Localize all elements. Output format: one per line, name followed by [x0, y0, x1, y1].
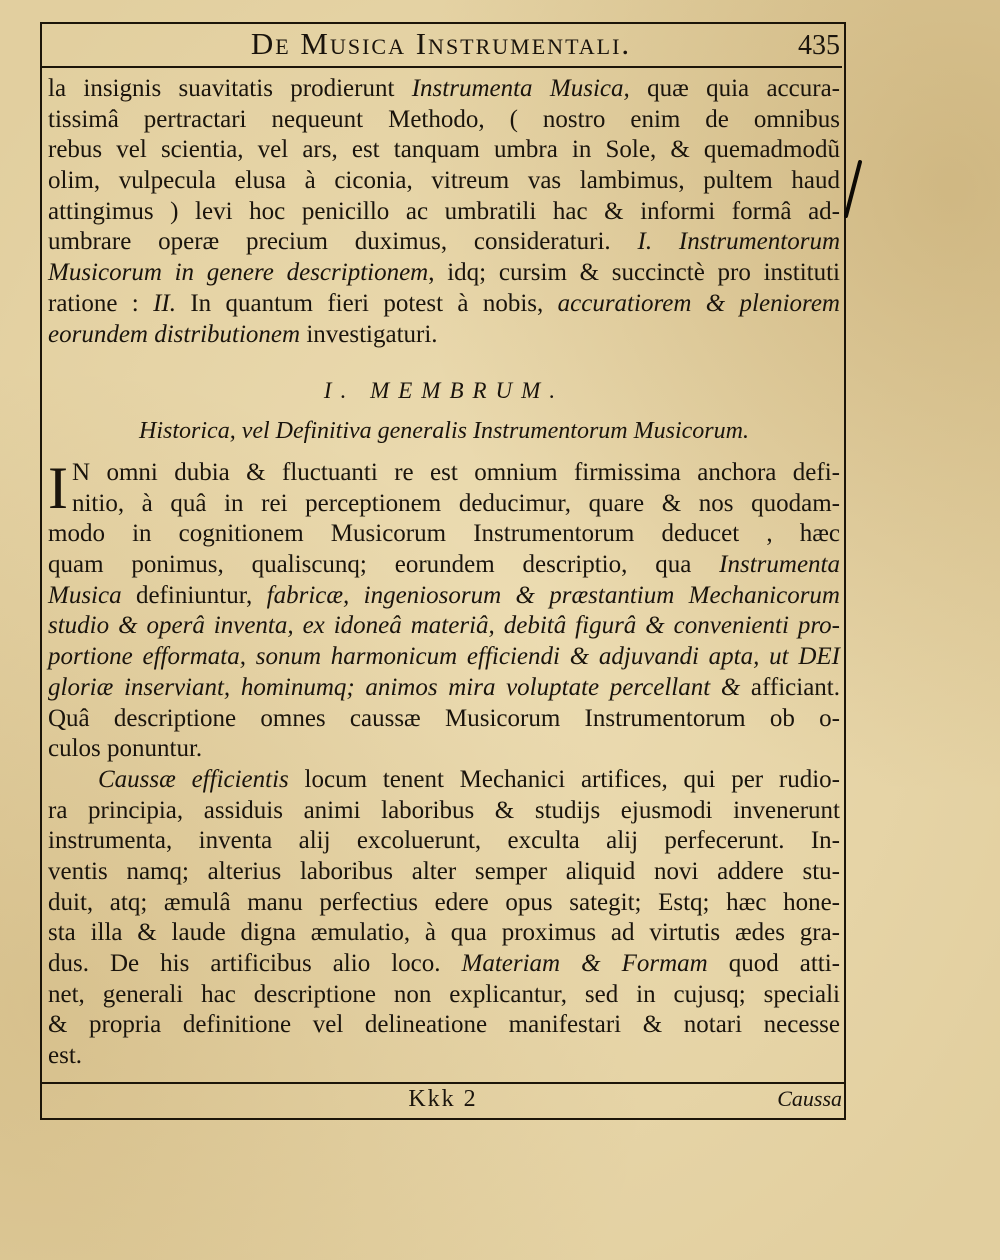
text-line — [48, 74, 840, 105]
text-line — [48, 642, 840, 673]
text-run: instrumenta, inventa alij excoluerunt, exculta alij perfecerunt. In- — [48, 827, 840, 855]
page-header — [40, 22, 842, 68]
text-line — [48, 1041, 840, 1072]
text-run: investigaturi. — [300, 320, 438, 348]
text-run: dus. De his artificibus alio loco. — [48, 950, 462, 977]
italic-run: Musicorum in genere descriptionem — [48, 259, 429, 287]
italic-run: Caussæ efficientis — [98, 765, 289, 793]
italic-run: portione efformata, sonum harmonicum efficiendi & adjuvandi apta, ut DEI — [48, 643, 840, 671]
text-run: la insignis suavitatis prodierunt — [48, 75, 412, 102]
text-line — [48, 320, 840, 351]
text-line — [48, 197, 840, 228]
text-run: tissimâ pertractari nequeunt Methodo, ( nostro enim de omnibus — [48, 105, 840, 133]
text-line — [48, 258, 840, 289]
text-line — [48, 227, 840, 258]
text-run: ratione : — [48, 289, 154, 317]
text-line — [48, 949, 840, 980]
text-run: sta illa & laude digna æmulatio, à qua proximus ad virtutis ædes gra- — [48, 919, 840, 947]
text-run: ra principia, assiduis animi laboribus & studijs ejusmodi invenerunt — [48, 796, 840, 824]
text-run: & propria definitione vel delineatione manifestari & notari necesse — [48, 1011, 840, 1039]
text-run: modo in cognitionem Musicorum Instrumentorum deducet , hæc — [48, 520, 840, 548]
italic-run: studio & operâ inventa, ex idoneâ materiâ, debitâ figurâ & convenienti pro- — [48, 612, 840, 640]
text-run: olim, vulpecula elusa à ciconia, vitreum vas lambimus, pultem haud — [48, 167, 840, 195]
running-title: De Musica Instrumentali. — [250, 26, 632, 61]
text-run: quod atti- — [707, 950, 840, 977]
text-line — [48, 980, 840, 1011]
italic-run: II. — [153, 289, 176, 317]
page-number: 435 — [798, 30, 840, 61]
text-line — [48, 611, 840, 642]
italic-run: gloriæ inserviant, hominumq; animos mira voluptate percellant & — [48, 673, 741, 701]
section-title: I. MEMBRUM. — [323, 378, 565, 403]
text-line — [48, 765, 840, 796]
text-line — [48, 166, 840, 197]
text-line — [48, 135, 840, 166]
text-line — [48, 581, 840, 612]
text-line — [48, 550, 840, 581]
text-run: definiuntur, — [121, 581, 267, 609]
text-run: rebus vel scientia, vel ars, est tanquam umbra in Sole, & quemadmodũ — [48, 136, 840, 164]
text-line — [48, 734, 840, 765]
text-line — [48, 704, 840, 735]
text-run: nitio, à quâ in rei perceptionem deducimur, quare & nos quodam- — [71, 489, 840, 517]
text-line — [48, 289, 840, 320]
italic-run: I. Instrumentorum — [637, 228, 840, 256]
intro-paragraph — [48, 74, 840, 350]
text-run: Quâ descriptione omnes caussæ Musicorum Instrumentorum ob o- — [48, 704, 840, 732]
text-run: , idq; cursim & succinctè pro instituti — [428, 259, 840, 287]
text-run: umbrare operæ precium duximus, consideraturi. — [48, 228, 638, 256]
text-run: locum tenent Mechanici artifices, qui per rudio- — [288, 765, 841, 793]
text-line — [48, 888, 840, 919]
text-run: N omni dubia & fluctuanti re est omnium firmissima anchora defi- — [71, 459, 840, 486]
body-text — [48, 455, 841, 1072]
ink-mark — [838, 160, 868, 220]
text-run: ventis namq; alterius laboribus alter semper aliquid novi addere stu- — [48, 857, 840, 885]
text-run: quam ponimus, qualiscunq; eorundem descriptio, qua — [48, 551, 720, 579]
text-line — [48, 796, 840, 827]
text-run: quæ quia accura- — [629, 75, 840, 102]
text-run: In quantum fieri potest à nobis, — [175, 289, 558, 317]
text-line — [48, 857, 840, 888]
text-line — [48, 105, 840, 136]
italic-run: Materiam & Formam — [461, 950, 708, 977]
italic-run: eorundem distributionem — [48, 320, 301, 348]
italic-run: Instrumenta — [719, 551, 840, 579]
italic-run: Instrumenta Musica, — [411, 75, 630, 102]
text-line — [48, 489, 840, 520]
italic-run: accuratiorem & pleniorem — [557, 289, 840, 317]
drop-initial: I — [48, 455, 68, 521]
text-line — [48, 519, 840, 550]
text-run: culos ponuntur. — [48, 735, 203, 763]
text-run: est. — [48, 1042, 83, 1070]
page-footer — [40, 1084, 846, 1116]
signature-mark: Kkk 2 — [408, 1086, 478, 1112]
text-run: afficiant. — [740, 673, 840, 701]
italic-run: fabricæ, ingeniosorum & præstantium Mechanicorum — [266, 581, 840, 609]
catchword: Caussa — [777, 1086, 842, 1111]
text-run: attingimus ) levi hoc penicillo ac umbratili hac & informi formâ ad- — [48, 197, 840, 225]
text-run: duit, atq; æmulâ manu perfectius edere opus sategit; Estq; hæc hone- — [48, 888, 840, 916]
text-line — [48, 918, 840, 949]
text-line — [48, 1010, 840, 1041]
text-line — [48, 826, 840, 857]
text-line — [48, 673, 840, 704]
text-run: net, generali hac descriptione non explicantur, sed in cujusq; speciali — [48, 980, 840, 1008]
section-subtitle: Historica, vel Definitiva generalis Instrumentorum Musicorum. — [139, 418, 749, 444]
italic-run: Musica — [48, 581, 122, 609]
